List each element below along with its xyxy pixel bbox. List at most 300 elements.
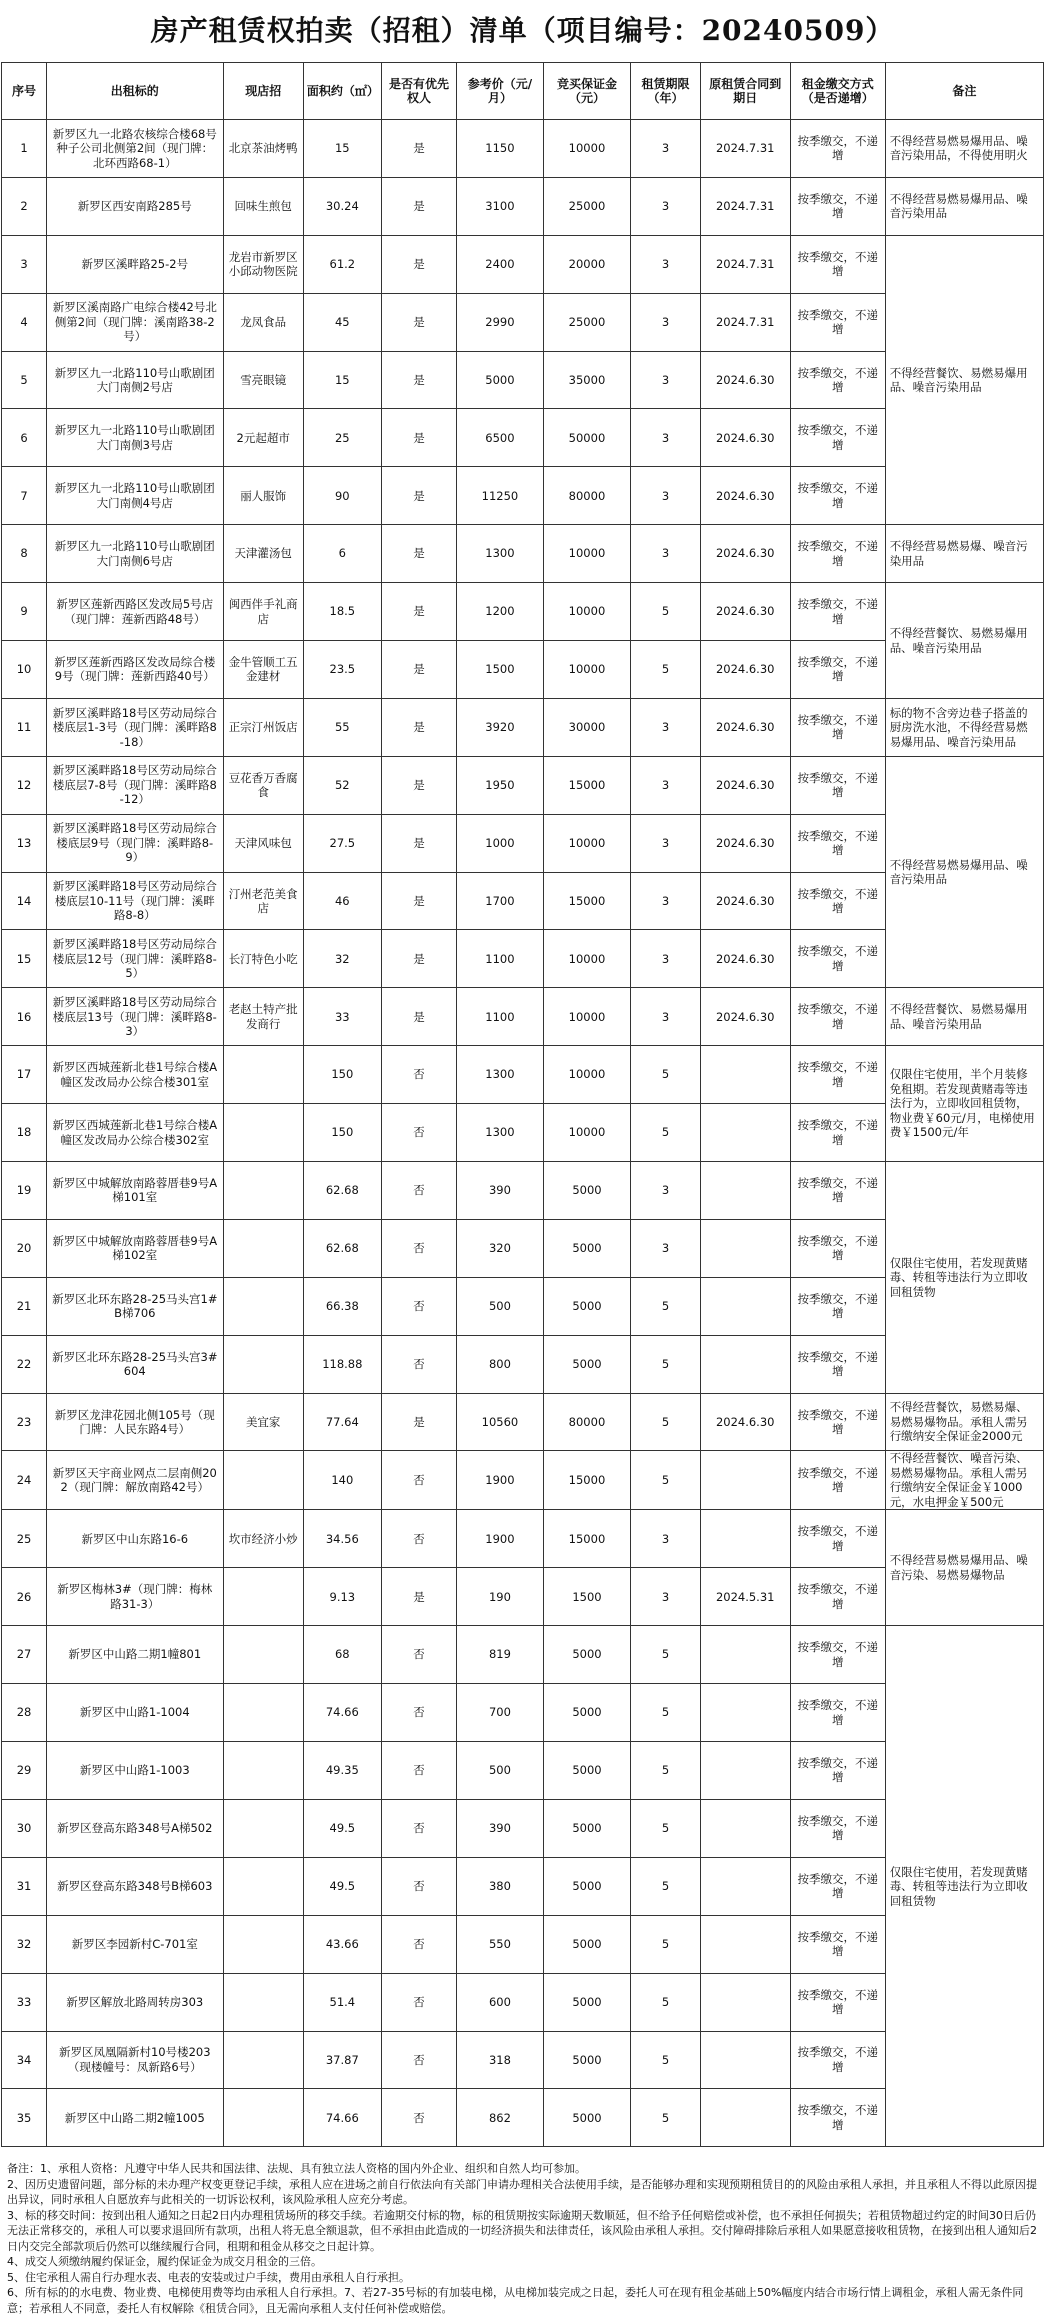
footnote-item: 4、成交人须缴纳履约保证金，履约保证金为成交月租金的三倍。 (7, 2255, 322, 2269)
cell-term: 5 (631, 1335, 700, 1393)
cell-area: 90 (303, 467, 381, 525)
cell-priority: 是 (381, 930, 456, 988)
cell-payment: 按季缴交，不递增 (790, 177, 885, 235)
cell-price: 550 (457, 1915, 543, 1973)
cell-deposit: 50000 (543, 409, 631, 467)
cell-payment: 按季缴交，不递增 (790, 120, 885, 178)
cell-price: 11250 (457, 467, 543, 525)
col-header-remarks: 备注 (885, 63, 1043, 120)
cell-payment: 按季缴交，不递增 (790, 1046, 885, 1104)
cell-no: 9 (2, 583, 47, 641)
cell-deposit: 1500 (543, 1568, 631, 1626)
cell-term: 5 (631, 1915, 700, 1973)
cell-shop: 北京茶油烤鸭 (223, 120, 303, 178)
cell-deposit: 15000 (543, 756, 631, 814)
cell-no: 20 (2, 1219, 47, 1277)
cell-expiry: 2024.6.30 (700, 409, 790, 467)
table-row (2, 988, 1044, 1046)
cell-price: 862 (457, 2089, 543, 2147)
cell-price: 320 (457, 1219, 543, 1277)
cell-payment: 按季缴交，不递增 (790, 1915, 885, 1973)
cell-deposit: 5000 (543, 1335, 631, 1393)
cell-expiry: 2024.6.30 (700, 814, 790, 872)
cell-price: 1950 (457, 756, 543, 814)
cell-expiry (700, 1799, 790, 1857)
cell-name: 新罗区凤凰隔新村10号楼203（现楼幢号：凤新路6号） (47, 2031, 224, 2089)
cell-shop (223, 2089, 303, 2147)
cell-expiry: 2024.6.30 (700, 1393, 790, 1451)
cell-area: 32 (303, 930, 381, 988)
cell-name: 新罗区中城解放南路蓉厝巷9号A梯101室 (47, 1162, 224, 1220)
cell-price: 390 (457, 1799, 543, 1857)
cell-shop: 豆花香万香腐食 (223, 756, 303, 814)
cell-area: 15 (303, 120, 381, 178)
cell-shop (223, 1857, 303, 1915)
cell-price: 500 (457, 1742, 543, 1800)
col-header-no: 序号 (2, 63, 47, 120)
cell-priority: 否 (381, 1915, 456, 1973)
cell-term: 3 (631, 1219, 700, 1277)
cell-name: 新罗区九一北路110号山歌剧团大门南侧6号店 (47, 525, 224, 583)
cell-priority: 否 (381, 1335, 456, 1393)
cell-no: 30 (2, 1799, 47, 1857)
cell-priority: 否 (381, 2031, 456, 2089)
cell-name: 新罗区李园新村C-701室 (47, 1915, 224, 1973)
cell-shop (223, 1973, 303, 2031)
cell-price: 800 (457, 1335, 543, 1393)
cell-price: 1200 (457, 583, 543, 641)
cell-name: 新罗区莲新西路区发改局综合楼9号（现门牌：莲新西路40号） (47, 641, 224, 699)
cell-payment: 按季缴交，不递增 (790, 409, 885, 467)
cell-price: 390 (457, 1162, 543, 1220)
cell-priority: 否 (381, 1277, 456, 1335)
cell-priority: 否 (381, 1451, 456, 1510)
cell-term: 3 (631, 1162, 700, 1220)
cell-term: 3 (631, 756, 700, 814)
cell-shop (223, 1046, 303, 1104)
cell-price: 1300 (457, 525, 543, 583)
cell-deposit: 10000 (543, 641, 631, 699)
cell-payment: 按季缴交，不递增 (790, 698, 885, 756)
cell-name: 新罗区九一北路110号山歌剧团大门南侧3号店 (47, 409, 224, 467)
footnotes (1, 2161, 1044, 2316)
table-row (2, 1451, 1044, 1510)
cell-priority: 否 (381, 1219, 456, 1277)
cell-no: 1 (2, 120, 47, 178)
cell-deposit: 5000 (543, 1162, 631, 1220)
cell-priority: 是 (381, 293, 456, 351)
cell-price: 1900 (457, 1510, 543, 1568)
cell-name: 新罗区九一北路110号山歌剧团大门南侧4号店 (47, 467, 224, 525)
cell-term: 5 (631, 1742, 700, 1800)
cell-shop: 回味生煎包 (223, 177, 303, 235)
cell-deposit: 5000 (543, 1684, 631, 1742)
cell-area: 25 (303, 409, 381, 467)
cell-deposit: 5000 (543, 2031, 631, 2089)
cell-expiry: 2024.6.30 (700, 872, 790, 930)
cell-payment: 按季缴交，不递增 (790, 2031, 885, 2089)
cell-no: 19 (2, 1162, 47, 1220)
cell-area: 18.5 (303, 583, 381, 641)
cell-area: 23.5 (303, 641, 381, 699)
cell-name: 新罗区溪畔路18号区劳动局综合楼底层1-3号（现门牌：溪畔路8-18） (47, 698, 224, 756)
cell-shop: 长汀特色小吃 (223, 930, 303, 988)
cell-price: 1300 (457, 1104, 543, 1162)
cell-priority: 否 (381, 1510, 456, 1568)
cell-price: 700 (457, 1684, 543, 1742)
table-body (2, 120, 1044, 2147)
footnote-item: 备注：1、承租人资格：凡遵守中华人民共和国法律、法规、具有独立法人资格的国内外企业、组织和自然人均可参加。 (7, 2162, 586, 2176)
cell-deposit: 35000 (543, 351, 631, 409)
cell-term: 3 (631, 467, 700, 525)
cell-price: 1300 (457, 1046, 543, 1104)
cell-payment: 按季缴交，不递增 (790, 2089, 885, 2147)
cell-term: 5 (631, 1684, 700, 1742)
cell-shop: 正宗汀州饭店 (223, 698, 303, 756)
cell-priority: 是 (381, 351, 456, 409)
cell-term: 5 (631, 1857, 700, 1915)
cell-shop (223, 2031, 303, 2089)
cell-name: 新罗区溪畔路25-2号 (47, 235, 224, 293)
cell-payment: 按季缴交，不递增 (790, 1393, 885, 1451)
cell-price: 3100 (457, 177, 543, 235)
cell-shop (223, 1451, 303, 1510)
cell-area: 61.2 (303, 235, 381, 293)
cell-expiry (700, 1973, 790, 2031)
cell-deposit: 15000 (543, 1510, 631, 1568)
cell-priority: 是 (381, 525, 456, 583)
cell-price: 1700 (457, 872, 543, 930)
cell-name: 新罗区解放北路周转房303 (47, 1973, 224, 2031)
cell-deposit: 5000 (543, 2089, 631, 2147)
cell-priority: 是 (381, 235, 456, 293)
cell-priority: 是 (381, 467, 456, 525)
cell-shop (223, 1277, 303, 1335)
cell-area: 52 (303, 756, 381, 814)
cell-name: 新罗区西安南路285号 (47, 177, 224, 235)
cell-no: 4 (2, 293, 47, 351)
cell-term: 5 (631, 1046, 700, 1104)
cell-priority: 是 (381, 1568, 456, 1626)
cell-area: 140 (303, 1451, 381, 1510)
cell-area: 46 (303, 872, 381, 930)
cell-area: 45 (303, 293, 381, 351)
cell-shop (223, 1568, 303, 1626)
cell-remarks: 不得经营易燃易爆、噪音污染用品 (885, 525, 1043, 583)
cell-no: 33 (2, 1973, 47, 2031)
cell-shop: 坎市经济小炒 (223, 1510, 303, 1568)
cell-no: 11 (2, 698, 47, 756)
cell-area: 118.88 (303, 1335, 381, 1393)
cell-remarks: 不得经营易燃易爆用品、噪音污染用品，不得使用明火 (885, 120, 1043, 178)
cell-no: 18 (2, 1104, 47, 1162)
cell-shop (223, 1162, 303, 1220)
cell-price: 318 (457, 2031, 543, 2089)
cell-priority: 是 (381, 409, 456, 467)
cell-area: 62.68 (303, 1162, 381, 1220)
cell-expiry: 2024.6.30 (700, 930, 790, 988)
cell-no: 12 (2, 756, 47, 814)
cell-no: 13 (2, 814, 47, 872)
col-header-deposit: 竞买保证金（元） (543, 63, 631, 120)
cell-payment: 按季缴交，不递增 (790, 1219, 885, 1277)
cell-deposit: 10000 (543, 988, 631, 1046)
cell-price: 500 (457, 1277, 543, 1335)
cell-name: 新罗区西城莲新北巷1号综合楼A幢区发改局办公综合楼301室 (47, 1046, 224, 1104)
table-row (2, 235, 1044, 293)
cell-term: 5 (631, 1277, 700, 1335)
cell-payment: 按季缴交，不递增 (790, 1973, 885, 2031)
cell-shop: 龙岩市新罗区小邱动物医院 (223, 235, 303, 293)
cell-expiry (700, 1915, 790, 1973)
cell-area: 49.5 (303, 1799, 381, 1857)
cell-no: 5 (2, 351, 47, 409)
cell-term: 3 (631, 988, 700, 1046)
cell-deposit: 10000 (543, 120, 631, 178)
cell-term: 3 (631, 235, 700, 293)
cell-remarks: 不得经营易燃易爆用品、噪音污染、易燃易爆物品 (885, 1510, 1043, 1626)
cell-area: 77.64 (303, 1393, 381, 1451)
cell-payment: 按季缴交，不递增 (790, 872, 885, 930)
cell-term: 3 (631, 293, 700, 351)
cell-term: 5 (631, 641, 700, 699)
cell-name: 新罗区天宇商业网点二层南侧202（现门牌：解放南路42号） (47, 1451, 224, 1510)
cell-shop (223, 1626, 303, 1684)
cell-area: 62.68 (303, 1219, 381, 1277)
cell-term: 5 (631, 1451, 700, 1510)
cell-expiry: 2024.6.30 (700, 698, 790, 756)
cell-remarks: 不得经营餐饮、易燃易爆用品、噪音污染用品 (885, 235, 1043, 524)
cell-deposit: 10000 (543, 525, 631, 583)
cell-shop (223, 1335, 303, 1393)
cell-term: 5 (631, 1393, 700, 1451)
cell-price: 10560 (457, 1393, 543, 1451)
cell-priority: 否 (381, 1742, 456, 1800)
cell-price: 1100 (457, 930, 543, 988)
cell-shop (223, 1219, 303, 1277)
cell-deposit: 15000 (543, 1451, 631, 1510)
cell-expiry (700, 1335, 790, 1393)
cell-payment: 按季缴交，不递增 (790, 1857, 885, 1915)
cell-name: 新罗区中山东路16-6 (47, 1510, 224, 1568)
cell-no: 23 (2, 1393, 47, 1451)
cell-no: 24 (2, 1451, 47, 1510)
cell-deposit: 10000 (543, 814, 631, 872)
cell-payment: 按季缴交，不递增 (790, 467, 885, 525)
cell-remarks: 标的物不含旁边巷子搭盖的厨房洗水池，不得经营易燃易爆用品、噪音污染用品 (885, 698, 1043, 756)
cell-expiry: 2024.6.30 (700, 467, 790, 525)
cell-priority: 否 (381, 1857, 456, 1915)
cell-deposit: 30000 (543, 698, 631, 756)
cell-area: 33 (303, 988, 381, 1046)
cell-no: 29 (2, 1742, 47, 1800)
cell-name: 新罗区北环东路28-25马头宫1#B梯706 (47, 1277, 224, 1335)
cell-priority: 否 (381, 2089, 456, 2147)
cell-deposit: 80000 (543, 467, 631, 525)
cell-name: 新罗区溪畔路18号区劳动局综合楼底层7-8号（现门牌：溪畔路8-12） (47, 756, 224, 814)
cell-term: 3 (631, 177, 700, 235)
cell-term: 5 (631, 1626, 700, 1684)
table-row (2, 1626, 1044, 1684)
cell-price: 6500 (457, 409, 543, 467)
cell-no: 8 (2, 525, 47, 583)
cell-name: 新罗区溪畔路18号区劳动局综合楼底层12号（现门牌：溪畔路8-5） (47, 930, 224, 988)
cell-area: 68 (303, 1626, 381, 1684)
cell-expiry: 2024.7.31 (700, 293, 790, 351)
cell-expiry (700, 1046, 790, 1104)
cell-deposit: 15000 (543, 872, 631, 930)
cell-deposit: 5000 (543, 1799, 631, 1857)
table-row (2, 1046, 1044, 1104)
cell-area: 30.24 (303, 177, 381, 235)
cell-price: 2990 (457, 293, 543, 351)
cell-deposit: 25000 (543, 293, 631, 351)
cell-remarks: 不得经营餐饮、噪音污染、易燃易爆物品。承租人需另行缴纳安全保证金￥1000元，水电押金￥500元 (885, 1451, 1043, 1510)
cell-term: 5 (631, 1104, 700, 1162)
table-row (2, 583, 1044, 641)
cell-deposit: 80000 (543, 1393, 631, 1451)
cell-priority: 是 (381, 583, 456, 641)
cell-term: 3 (631, 1568, 700, 1626)
cell-no: 31 (2, 1857, 47, 1915)
col-header-shop: 现店招 (223, 63, 303, 120)
cell-payment: 按季缴交，不递增 (790, 1568, 885, 1626)
cell-expiry (700, 1104, 790, 1162)
cell-price: 380 (457, 1857, 543, 1915)
cell-priority: 是 (381, 641, 456, 699)
cell-area: 15 (303, 351, 381, 409)
cell-payment: 按季缴交，不递增 (790, 583, 885, 641)
cell-deposit: 5000 (543, 1742, 631, 1800)
cell-expiry (700, 1277, 790, 1335)
cell-deposit: 25000 (543, 177, 631, 235)
cell-shop (223, 1104, 303, 1162)
cell-expiry: 2024.7.31 (700, 120, 790, 178)
table-row (2, 698, 1044, 756)
cell-expiry: 2024.7.31 (700, 177, 790, 235)
cell-payment: 按季缴交，不递增 (790, 235, 885, 293)
cell-area: 49.35 (303, 1742, 381, 1800)
cell-priority: 否 (381, 1626, 456, 1684)
cell-deposit: 10000 (543, 583, 631, 641)
cell-price: 1150 (457, 120, 543, 178)
cell-no: 17 (2, 1046, 47, 1104)
cell-shop: 汀州老范美食店 (223, 872, 303, 930)
cell-price: 1500 (457, 641, 543, 699)
cell-no: 35 (2, 2089, 47, 2147)
cell-remarks: 不得经营餐饮、易燃易爆用品、噪音污染用品 (885, 988, 1043, 1046)
col-header-area: 面积约（㎡） (303, 63, 381, 120)
cell-price: 1100 (457, 988, 543, 1046)
cell-no: 26 (2, 1568, 47, 1626)
cell-shop: 老赵土特产批发商行 (223, 988, 303, 1046)
footnote-item: 2、因历史遗留问题，部分标的未办理产权变更登记手续，承租人应在进场之前自行依法向有关部门申请办理相关合法使用手续，是否能够办理和实现预期租赁目的的风险由承租人承担，并且承租人不得以此原因提出异议，同时承租人自愿放弃与此相关的一切诉讼权利，该风险承租人应充分考虑。 (7, 2177, 1037, 2207)
cell-term: 5 (631, 1799, 700, 1857)
cell-term: 3 (631, 698, 700, 756)
cell-expiry (700, 1510, 790, 1568)
cell-term: 3 (631, 120, 700, 178)
cell-name: 新罗区中城解放南路蓉厝巷9号A梯102室 (47, 1219, 224, 1277)
col-header-priority: 是否有优先权人 (381, 63, 456, 120)
cell-area: 150 (303, 1046, 381, 1104)
cell-payment: 按季缴交，不递增 (790, 1162, 885, 1220)
cell-name: 新罗区莲新西路区发改局5号店（现门牌：莲新西路48号） (47, 583, 224, 641)
cell-expiry (700, 1219, 790, 1277)
cell-term: 3 (631, 525, 700, 583)
table-row (2, 1393, 1044, 1451)
cell-expiry: 2024.7.31 (700, 235, 790, 293)
cell-area: 55 (303, 698, 381, 756)
cell-no: 6 (2, 409, 47, 467)
cell-payment: 按季缴交，不递增 (790, 1626, 885, 1684)
cell-name: 新罗区登高东路348号B梯603 (47, 1857, 224, 1915)
cell-expiry (700, 1857, 790, 1915)
col-header-payment: 租金缴交方式（是否递增） (790, 63, 885, 120)
cell-no: 27 (2, 1626, 47, 1684)
cell-shop (223, 1742, 303, 1800)
cell-shop: 金牛管顺工五金建材 (223, 641, 303, 699)
cell-name: 新罗区溪畔路18号区劳动局综合楼底层10-11号（现门牌：溪畔路8-8） (47, 872, 224, 930)
col-header-expiry: 原租赁合同到期日 (700, 63, 790, 120)
cell-priority: 是 (381, 120, 456, 178)
cell-term: 3 (631, 872, 700, 930)
cell-no: 16 (2, 988, 47, 1046)
cell-deposit: 10000 (543, 930, 631, 988)
cell-price: 5000 (457, 351, 543, 409)
footnote-item: 5、住宅承租人需自行办理水表、电表的安装或过户手续，费用由承租人自行承担。 (7, 2270, 410, 2284)
cell-payment: 按季缴交，不递增 (790, 814, 885, 872)
cell-price: 1000 (457, 814, 543, 872)
cell-no: 21 (2, 1277, 47, 1335)
cell-payment: 按季缴交，不递增 (790, 1510, 885, 1568)
cell-area: 51.4 (303, 1973, 381, 2031)
cell-priority: 是 (381, 1393, 456, 1451)
cell-shop: 2元起超市 (223, 409, 303, 467)
cell-no: 7 (2, 467, 47, 525)
cell-area: 37.87 (303, 2031, 381, 2089)
cell-remarks: 仅限住宅使用，若发现黄赌毒、转租等违法行为立即收回租赁物 (885, 1626, 1043, 2147)
cell-shop: 丽人服饰 (223, 467, 303, 525)
cell-no: 34 (2, 2031, 47, 2089)
cell-no: 15 (2, 930, 47, 988)
cell-name: 新罗区梅林3#（现门牌：梅林路31-3） (47, 1568, 224, 1626)
cell-remarks: 仅限住宅使用，半个月装修免租期。若发现黄赌毒等违法行为，立即收回租赁物，物业费￥60元/月，电梯使用费￥1500元/年 (885, 1046, 1043, 1162)
cell-shop: 天津风味包 (223, 814, 303, 872)
cell-expiry (700, 1451, 790, 1510)
cell-area: 66.38 (303, 1277, 381, 1335)
table-row (2, 1510, 1044, 1568)
cell-expiry: 2024.6.30 (700, 988, 790, 1046)
cell-payment: 按季缴交，不递增 (790, 1104, 885, 1162)
cell-deposit: 5000 (543, 1219, 631, 1277)
table-header-row (2, 63, 1044, 120)
cell-term: 3 (631, 1510, 700, 1568)
cell-shop: 龙凤食品 (223, 293, 303, 351)
cell-no: 25 (2, 1510, 47, 1568)
cell-term: 3 (631, 814, 700, 872)
cell-no: 22 (2, 1335, 47, 1393)
cell-remarks: 仅限住宅使用，若发现黄赌毒、转租等违法行为立即收回租赁物 (885, 1162, 1043, 1394)
footnote-item: 3、标的移交时间：按到出租人通知之日起2日内办理租赁场所的移交手续。若逾期交付标的物，标的租赁期按实际逾期天数顺延，但不给予任何赔偿或补偿，也不承担任何损失；若租赁物超过约定的时间30日后仍无法正常移交的，承租人可以要求退回所有款项，出租人将无息全额退款，但不承担由此造成的一切经济损失和法律责任，该风险由承租人承担。交付障碍排除后承租人如果愿意接收租赁物，在接到出租人通知后2日内交完全部款项后仍然可以继续履行合同，租期和租金从移交之日起计算。 (7, 2208, 1037, 2253)
cell-deposit: 10000 (543, 1104, 631, 1162)
cell-shop (223, 1915, 303, 1973)
cell-expiry (700, 2089, 790, 2147)
cell-priority: 否 (381, 1104, 456, 1162)
cell-expiry (700, 1626, 790, 1684)
cell-payment: 按季缴交，不递增 (790, 1277, 885, 1335)
cell-area: 150 (303, 1104, 381, 1162)
cell-expiry: 2024.6.30 (700, 525, 790, 583)
